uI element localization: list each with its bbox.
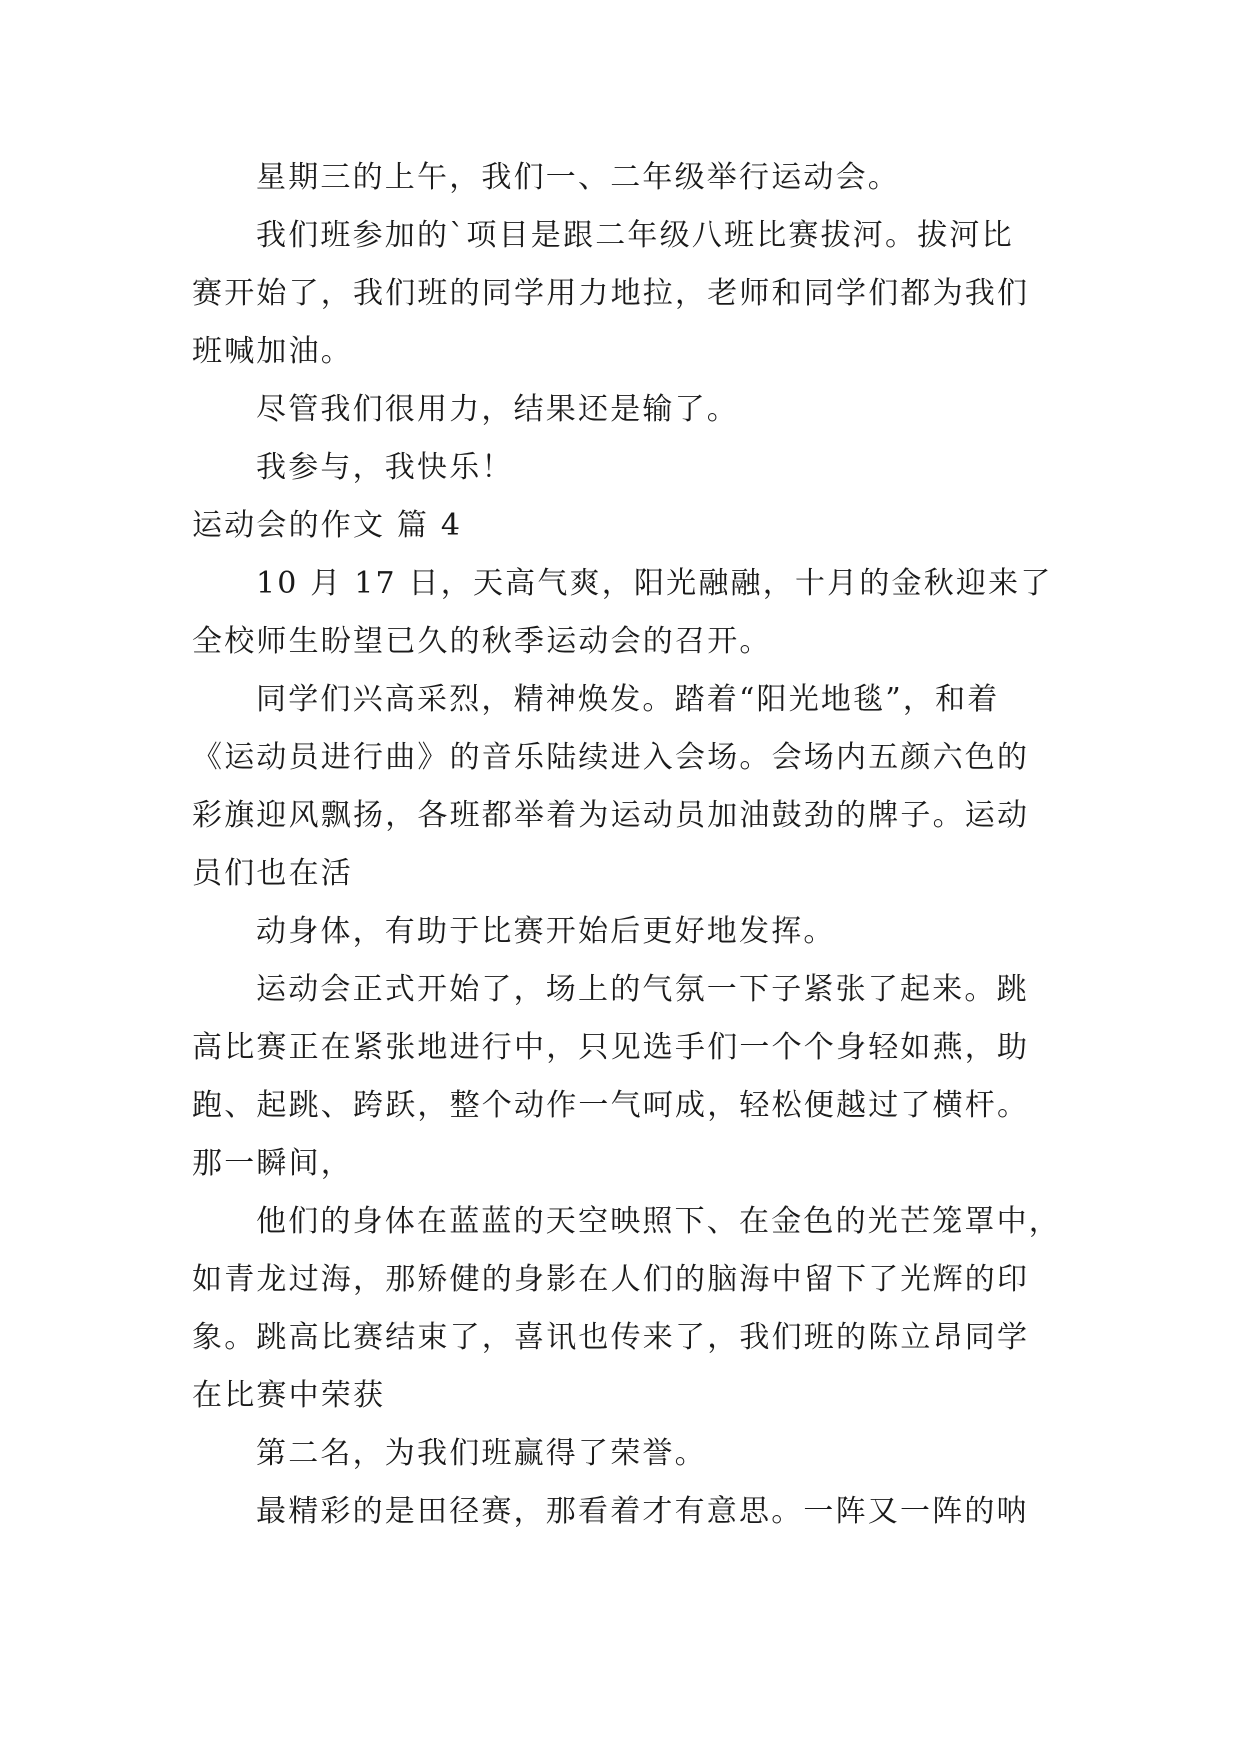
text-line: 那一瞬间， bbox=[192, 1146, 353, 1181]
text-line: 10 月 17 日，天高气爽，阳光融融，十月的金秋迎来了 bbox=[256, 566, 1053, 601]
text-line: 如青龙过海，那矫健的身影在人们的脑海中留下了光辉的印 bbox=[192, 1262, 1030, 1297]
section-heading: 运动会的作文 篇 4 bbox=[192, 508, 463, 543]
text-line: 员们也在活 bbox=[192, 856, 353, 891]
text-line: 同学们兴高采烈，精神焕发。踏着“阳光地毯”，和着 bbox=[256, 682, 1000, 717]
text-line: 最精彩的是田径赛，那看着才有意思。一阵又一阵的呐 bbox=[256, 1494, 1029, 1529]
text-line: 我们班参加的`项目是跟二年级八班比赛拔河。拔河比 bbox=[256, 218, 1014, 253]
text-line: 象。跳高比赛结束了，喜讯也传来了，我们班的陈立昂同学 bbox=[192, 1320, 1030, 1355]
text-line: 班喊加油。 bbox=[192, 334, 353, 369]
text-line: 跑、起跳、跨跃，整个动作一气呵成，轻松便越过了横杆。 bbox=[192, 1088, 1030, 1123]
text-line: 动身体，有助于比赛开始后更好地发挥。 bbox=[256, 914, 836, 949]
text-line: 运动会正式开始了，场上的气氛一下子紧张了起来。跳 bbox=[256, 972, 1029, 1007]
text-line: 星期三的上午，我们一、二年级举行运动会。 bbox=[256, 160, 900, 195]
text-line: 他们的身体在蓝蓝的天空映照下、在金色的光芒笼罩中， bbox=[256, 1204, 1061, 1239]
text-line: 第二名，为我们班赢得了荣誉。 bbox=[256, 1436, 707, 1471]
text-line: 赛开始了，我们班的同学用力地拉，老师和同学们都为我们 bbox=[192, 276, 1030, 311]
text-line: 我参与，我快乐！ bbox=[256, 450, 514, 485]
text-line: 彩旗迎风飘扬，各班都举着为运动员加油鼓劲的牌子。运动 bbox=[192, 798, 1030, 833]
text-line: 尽管我们很用力，结果还是输了。 bbox=[256, 392, 739, 427]
text-line: 全校师生盼望已久的秋季运动会的召开。 bbox=[192, 624, 772, 659]
text-line: 在比赛中荣获 bbox=[192, 1378, 386, 1413]
text-line: 《运动员进行曲》的音乐陆续进入会场。会场内五颜六色的 bbox=[192, 740, 1030, 775]
text-line: 高比赛正在紧张地进行中，只见选手们一个个身轻如燕，助 bbox=[192, 1030, 1030, 1065]
